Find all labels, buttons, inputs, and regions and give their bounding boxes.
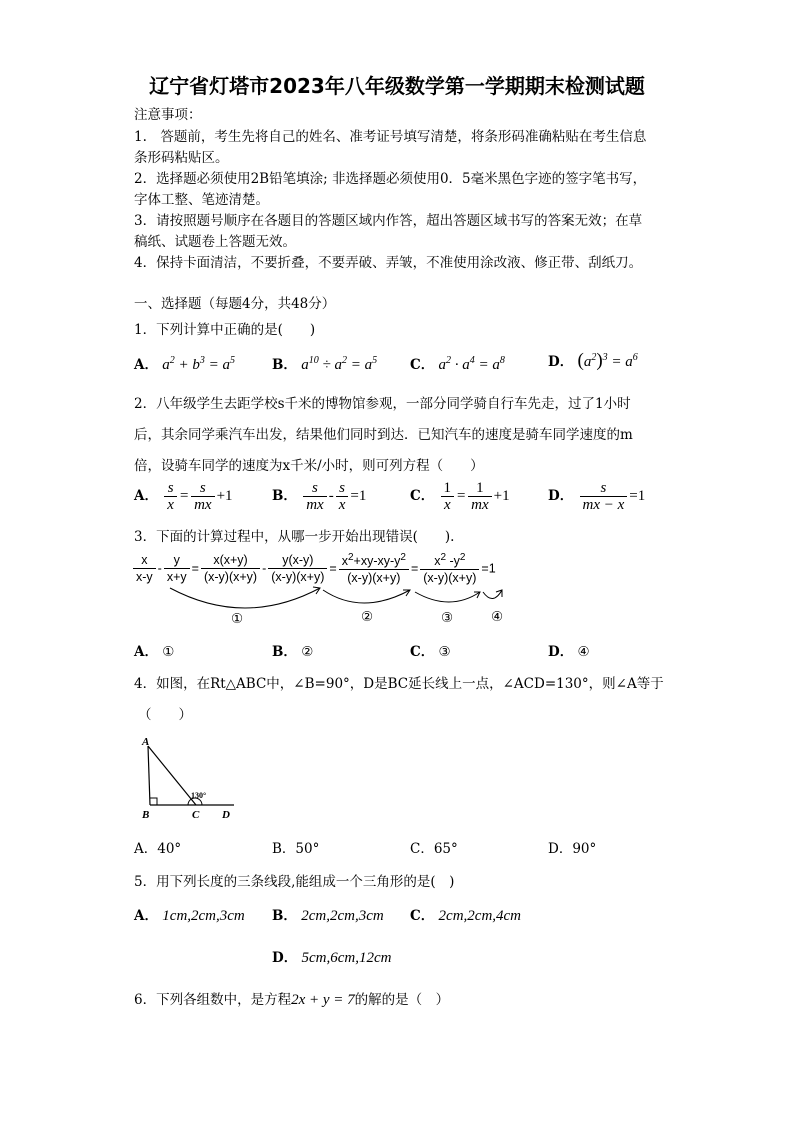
q4-option-a[interactable]: A．40° [134, 841, 182, 857]
angle-label: 130° [191, 791, 207, 800]
option-value: ③ [438, 644, 451, 660]
option-label: C． [410, 357, 435, 373]
q5-option-d[interactable] [272, 946, 392, 967]
q1-option-d[interactable] [548, 350, 638, 372]
notice-line: 稿纸、试题卷上答题无效。 [134, 234, 296, 250]
notice-heading: 注意事项： [134, 107, 202, 123]
question-2-line: 2．八年级学生去距学校s千米的博物馆参观，一部分同学骑自行车先走，过了1小时 [134, 396, 631, 412]
q6-stem-part: 6．下列各组数中，是方程 [134, 992, 292, 1008]
q2-expr-d: $\frac{s}{mx - x}$ =1 [578, 488, 646, 504]
step-arrow-1 [170, 588, 320, 608]
vertex-c-label: C [192, 809, 200, 821]
q1-expr-a: $a^2 + b^3 = a^5$ [162, 355, 236, 373]
q5-option-a[interactable] [134, 904, 245, 925]
q3-option-b[interactable] [272, 640, 313, 660]
option-label: B． [272, 644, 297, 660]
q3-step-label: ② [361, 609, 374, 625]
q1-expr-b: $a^{10} \div a^2 = a^5$ [301, 355, 378, 373]
q1-expr-d: $(a^2)^3 = a^6$ [577, 350, 638, 371]
question-6-stem [134, 988, 449, 1009]
vertex-d-label: D [222, 809, 230, 821]
option-value: 2cm,2cm,3cm [301, 908, 384, 924]
vertex-b-label: B [142, 809, 150, 821]
option-value: 2cm,2cm,4cm [438, 908, 522, 924]
question-5-stem: 5．用下列长度的三条线段,能组成一个三角形的是( ) [134, 874, 455, 890]
vertex-a-label: A [142, 736, 150, 748]
q4-option-b[interactable]: B．50° [272, 841, 320, 857]
q4-option-d[interactable]: D．90° [548, 841, 597, 857]
question-1-stem: 1．下列计算中正确的是( ) [134, 322, 316, 338]
q2-option-d[interactable] [548, 480, 645, 513]
q4-triangle-figure [136, 732, 246, 824]
option-label: C． [410, 644, 435, 660]
q3-option-a[interactable] [134, 640, 174, 660]
option-label: D． [548, 354, 574, 370]
q1-option-a[interactable] [134, 353, 235, 374]
option-value: ① [162, 644, 175, 660]
step-arrow-2 [323, 590, 410, 603]
option-label: A． [134, 487, 158, 504]
option-label: B． [272, 357, 297, 373]
notice-line: 条形码粘贴区。 [134, 150, 229, 166]
notice-line: 2．选择题必须使用2B铅笔填涂; 非选择题必须使用0．5毫米黑色字迹的签字笔书写， [134, 171, 647, 187]
option-label: A． [134, 908, 158, 924]
option-label: D． [548, 487, 574, 504]
option-label: D． [548, 644, 574, 660]
option-label: A． [134, 644, 158, 660]
q5-option-b[interactable] [272, 904, 384, 925]
q4-option-c[interactable]: C．65° [410, 841, 458, 857]
option-label: D． [272, 950, 298, 966]
q1-option-b[interactable] [272, 353, 377, 374]
step-arrow-3 [415, 592, 480, 602]
option-value: ④ [577, 644, 590, 660]
question-4-line: 4．如图，在Rt△ABC中，∠B=90°，D是BC延长线上一点，∠ACD=130°，则∠A等于 [134, 676, 664, 692]
question-2-line: 后，其余同学乘汽车出发，结果他们同时到达．已知汽车的速度是骑车同学速度的m [134, 427, 633, 443]
q3-step-label: ③ [441, 610, 454, 626]
q2-option-b[interactable] [272, 480, 366, 513]
notice-line: 3．请按照题号顺序在各题目的答题区域内作答，超出答题区域书写的答案无效；在草 [134, 213, 643, 229]
option-value: ② [301, 644, 314, 660]
notice-line: 1. 答题前，考生先将自己的姓名、准考证号填写清楚，将条形码准确粘贴在考生信息 [134, 129, 647, 145]
page-title: 辽宁省灯塔市2023年八年级数学第一学期期末检测试题 [149, 74, 645, 98]
option-label: C． [410, 908, 435, 924]
q3-step-label: ① [231, 611, 244, 627]
q2-option-a[interactable] [134, 480, 233, 513]
option-label: A． [134, 357, 158, 373]
q3-step-arrows [130, 580, 530, 630]
q2-option-c[interactable] [410, 480, 510, 513]
q3-calculation: $\frac{x}{x-y}$ - $\frac{y}{x+y}$ = $\frac{x(x+y)}{(x-y)(x+y)}$ - $\frac{y(x-y)}{(x-y)(x+y)}$ = $\frac{x^2+xy-xy-y^2}{(x-y)(x+y)}$ = $\frac{x^2 -y^2}{(x-y)(x+y)}$ =1 [131, 550, 496, 586]
option-label: B． [272, 908, 297, 924]
q6-stem-part: 的解的是（ ） [354, 992, 450, 1008]
question-3-stem: 3．下面的计算过程中，从哪一步开始出现错误( ). [134, 529, 455, 545]
option-label: C． [410, 487, 435, 504]
section-heading: 一、选择题（每题4分，共48分） [134, 296, 336, 312]
q2-expr-b: $\frac{s}{mx}$ - $\frac{s}{x}$ =1 [301, 488, 366, 504]
q6-equation: 2x + y = 7 [291, 992, 355, 1008]
notice-line: 4．保持卡面清洁，不要折叠，不要弄破、弄皱，不准使用涂改液、修正带、刮纸刀。 [134, 255, 643, 271]
option-label: B． [272, 487, 297, 504]
q2-expr-c: $\frac{1}{x}$ = $\frac{1}{mx}$ +1 [439, 488, 510, 504]
q3-option-d[interactable] [548, 640, 590, 660]
question-2-line: 倍，设骑车同学的速度为x千米/小时，则可列方程（ ） [134, 458, 484, 474]
option-value: 5cm,6cm,12cm [301, 950, 392, 966]
q1-option-c[interactable] [410, 353, 505, 374]
notice-line: 字体工整、笔迹清楚。 [134, 192, 269, 208]
option-value: 1cm,2cm,3cm [162, 908, 245, 924]
q3-option-c[interactable] [410, 640, 451, 660]
question-4-line: （ ） [138, 707, 192, 723]
q2-expr-a: $\frac{s}{x}$ = $\frac{s}{mx}$ +1 [162, 488, 232, 504]
q3-step-label: ④ [491, 609, 504, 625]
q1-expr-c: $a^2 \cdot a^4 = a^8$ [438, 355, 505, 373]
q5-option-c[interactable] [410, 904, 521, 925]
